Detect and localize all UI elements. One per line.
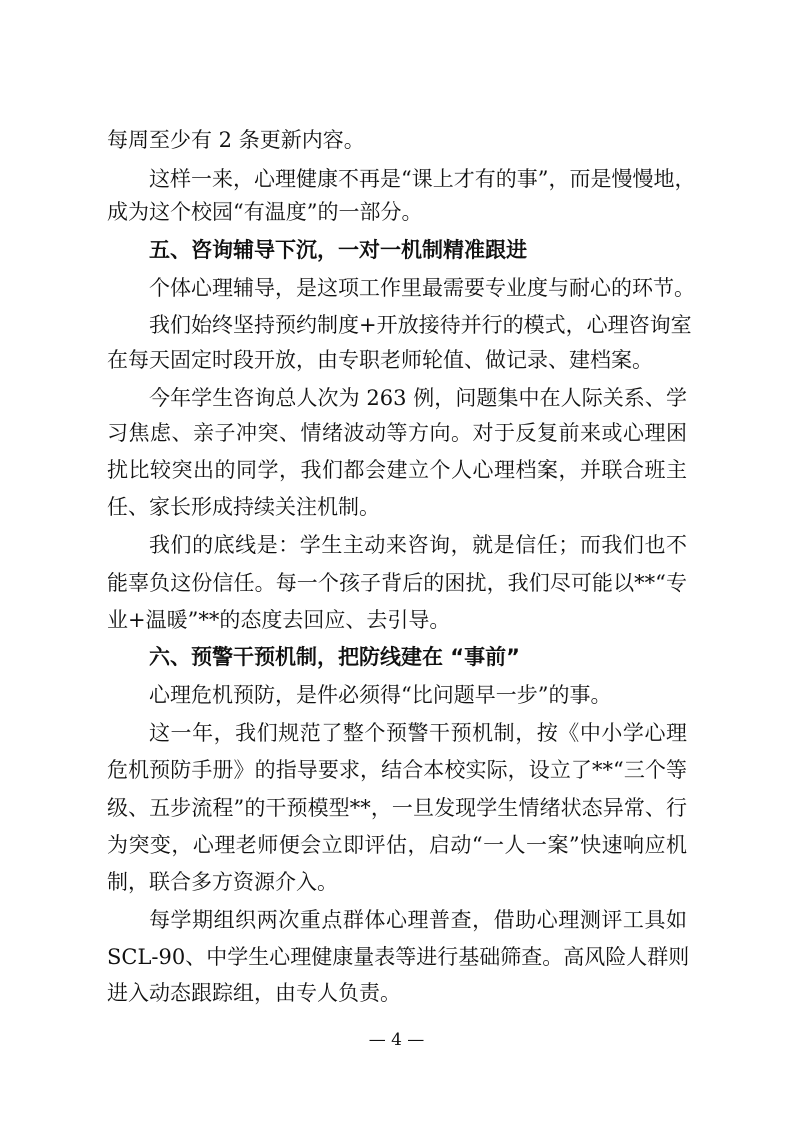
paragraph-line: 今年学生咨询总人次为 263 例，问题集中在人际关系、学 bbox=[149, 386, 687, 410]
paragraph-line: 每周至少有 2 条更新内容。 bbox=[107, 128, 365, 152]
paragraph-line: 我们的底线是：学生主动来咨询，就是信任；而我们也不 bbox=[149, 533, 687, 557]
paragraph-line: 制，联合多方资源介入。 bbox=[107, 870, 338, 894]
paragraph-line: 这样一来，心理健康不再是“课上才有的事”，而是慢慢地， bbox=[149, 167, 696, 191]
paragraph-line: 扰比较突出的同学，我们都会建立个人心理档案，并联合班主 bbox=[107, 458, 687, 482]
paragraph-line: 成为这个校园“有温度”的一部分。 bbox=[107, 200, 423, 224]
paragraph-line: SCL-90、中学生心理健康量表等进行基础筛查。高风险人群则 bbox=[107, 945, 690, 969]
paragraph-line: 危机预防手册》的指导要求，结合本校实际，设立了**“三个等 bbox=[107, 758, 687, 782]
paragraph-line: 这一年，我们规范了整个预警干预机制，按《中小学心理 bbox=[149, 721, 687, 745]
paragraph-line: 为突变，心理老师便会立即评估，启动“一人一案”快速响应机 bbox=[107, 833, 687, 857]
paragraph-line: 能辜负这份信任。每一个孩子背后的困扰，我们尽可能以**“专 bbox=[107, 571, 687, 595]
paragraph-line: 习焦虑、亲子冲突、情绪波动等方向。对于反复前来或心理困 bbox=[107, 421, 687, 445]
paragraph-line: 进入动态跟踪组，由专人负责。 bbox=[107, 981, 401, 1005]
paragraph-line: 每学期组织两次重点群体心理普查，借助心理测评工具如 bbox=[149, 908, 687, 932]
paragraph-line: 心理危机预防，是件必须得“比问题早一步”的事。 bbox=[149, 683, 612, 707]
paragraph-line: 业+温暖”**的态度去回应、去引导。 bbox=[107, 608, 451, 632]
paragraph-line: 任、家长形成持续关注机制。 bbox=[107, 495, 380, 519]
section-heading-5: 五、咨询辅导下沉，一对一机制精准跟进 bbox=[149, 238, 527, 262]
section-heading-6: 六、预警干预机制，把防线建在 “事前” bbox=[149, 645, 520, 669]
paragraph-line: 级、五步流程”的干预模型**，一旦发现学生情绪状态异常、行 bbox=[107, 796, 687, 820]
paragraph-line: 在每天固定时段开放，由专职老师轮值、做记录、建档案。 bbox=[107, 348, 653, 372]
page-number: — 4 — bbox=[368, 1030, 425, 1050]
paragraph-line: 个体心理辅导，是这项工作里最需要专业度与耐心的环节。 bbox=[149, 276, 695, 300]
paragraph-line: 我们始终坚持预约制度+开放接待并行的模式，心理咨询室 bbox=[149, 313, 692, 337]
